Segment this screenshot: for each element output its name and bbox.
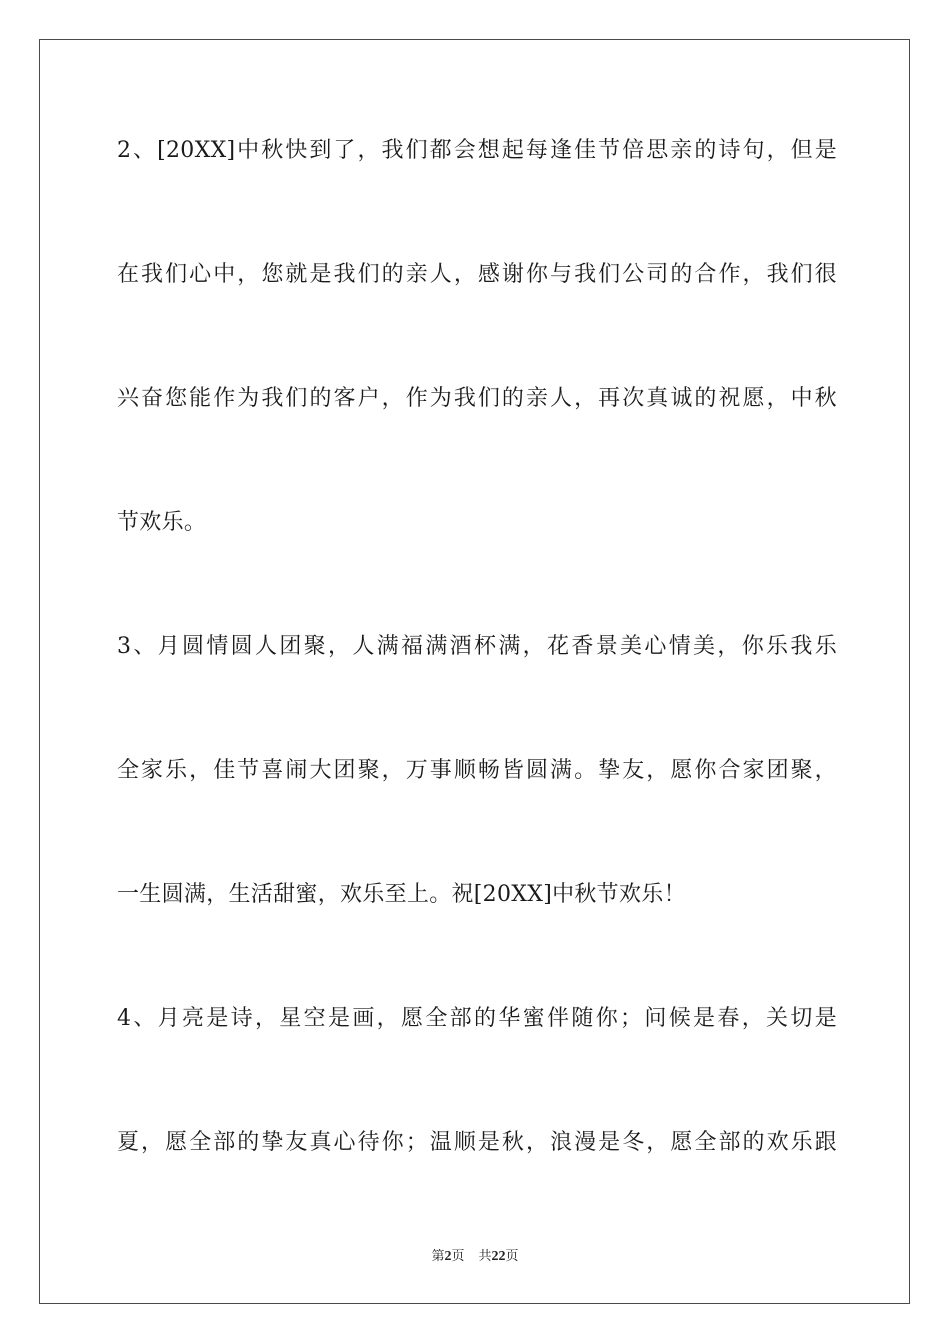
page-prefix: 第 (431, 1249, 445, 1264)
page-footer (0, 1248, 950, 1266)
paragraph-2-line-2: 在我们心中，您就是我们的亲人，感谢你与我们公司的合作，我们很 (117, 262, 837, 287)
paragraph-2-line-3: 兴奋您能作为我们的客户，作为我们的亲人，再次真诚的祝愿，中秋 (117, 386, 837, 411)
paragraph-2-line-1: 2、[20XX]中秋快到了，我们都会想起每逢佳节倍思亲的诗句，但是 (117, 138, 837, 163)
paragraph-4-line-2: 夏，愿全部的挚友真心待你；温顺是秋，浪漫是冬，愿全部的欢乐跟 (117, 1130, 837, 1155)
total-pages: 22 (491, 1249, 506, 1264)
page-number: 2 (444, 1249, 452, 1264)
page-suffix: 页 (451, 1249, 465, 1264)
paragraph-3-line-1: 3、月圆情圆人团聚，人满福满酒杯满，花香景美心情美，你乐我乐 (117, 634, 837, 659)
page-border (39, 39, 910, 1304)
paragraph-3-line-3: 一生圆满，生活甜蜜，欢乐至上。祝[20XX]中秋节欢乐！ (117, 882, 686, 907)
paragraph-3-line-2: 全家乐，佳节喜闹大团聚，万事顺畅皆圆满。挚友，愿你合家团聚， (117, 758, 837, 783)
total-suffix: 页 (505, 1249, 519, 1264)
paragraph-4-line-1: 4、月亮是诗，星空是画，愿全部的华蜜伴随你；问候是春，关切是 (117, 1006, 837, 1031)
total-prefix: 共 (478, 1249, 492, 1264)
paragraph-2-line-4: 节欢乐。 (117, 510, 207, 535)
